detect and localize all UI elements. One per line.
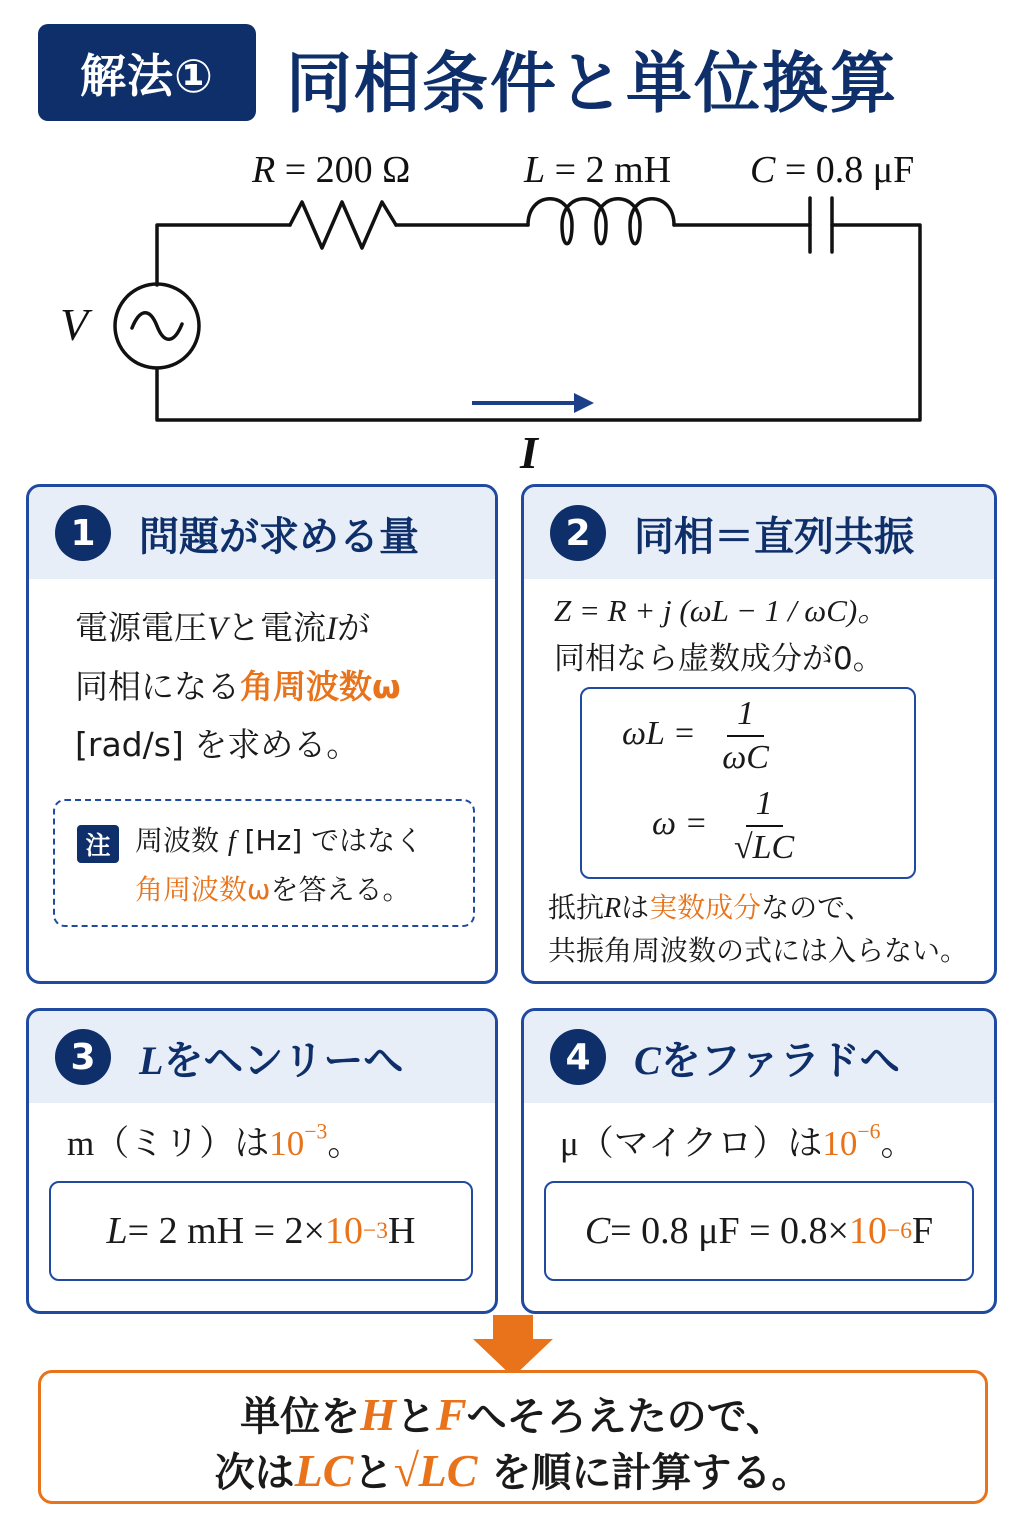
- card2-line2: 同相なら虚数成分が0。: [554, 641, 884, 677]
- conclusion-box: [38, 1370, 988, 1504]
- henry-formula-box: L = 2 mH = 2× 10 −3 H: [49, 1181, 473, 1281]
- card4-prefix-line: μ（マイクロ）は$10^{-6}$。: [560, 1119, 916, 1163]
- inductor-label: L = 2 mH: [524, 149, 672, 191]
- step-number-3: 3: [55, 1029, 111, 1085]
- card-title: Cをファラドへ: [634, 1037, 900, 1084]
- card-farad-conversion: [521, 1008, 997, 1314]
- wire-left-top: [157, 225, 290, 285]
- card-required-quantity: [26, 484, 498, 984]
- card2-body: [554, 587, 888, 683]
- resonance-formula-box: [580, 687, 916, 879]
- card3-prefix-line: m（ミリ）は$10^{-3}$。: [67, 1119, 363, 1163]
- inductor-value: = 2 mH: [545, 149, 672, 191]
- conclusion-line1: 単位をHとFへそろえたので、: [240, 1389, 786, 1440]
- card-header: [524, 487, 994, 579]
- step-number-1: 1: [55, 505, 111, 561]
- card-in-phase-resonance: [521, 484, 997, 984]
- formula-omega-l: ωL = $\frac{1}{\omega C}$: [622, 695, 769, 776]
- circuit-diagram: [0, 130, 1024, 480]
- formula-omega: ω = $\frac{1}{√LC}$: [652, 785, 795, 866]
- card-header: [29, 1011, 495, 1103]
- capacitor-label: C = 0.8 μF: [750, 149, 915, 191]
- inductor-symbol: [528, 199, 674, 244]
- resistor-value: = 200 Ω: [275, 149, 411, 191]
- impedance-equation: Z = R + j (ωL − 1 / ωC)。: [554, 593, 889, 628]
- note-text: 周波数 f [Hz] ではなく 角周波数ωを答える。: [135, 824, 424, 906]
- card1-line3: [rad/s] を求める。: [75, 725, 360, 764]
- note-box: [53, 799, 475, 927]
- resistor-label: R = 200 Ω: [252, 149, 411, 191]
- card1-line2: 同相になる角周波数ω: [75, 667, 401, 706]
- capacitor-value: = 0.8 μF: [775, 149, 915, 191]
- step-number-2: 2: [550, 505, 606, 561]
- card2-footnote: 抵抗Rは実数成分なので、 共振角周波数の式には入らない。: [548, 891, 969, 967]
- card-title: 問題が求める量: [139, 513, 419, 560]
- conclusion-line2: 次はLCと√LC を順に計算する。: [214, 1445, 812, 1496]
- card-header: [29, 487, 495, 579]
- current-label: I: [520, 427, 538, 478]
- card1-line1: 電源電圧Vと電流Iが: [75, 608, 371, 647]
- voltage-label: V: [60, 299, 89, 350]
- page-title: 同相条件と単位換算: [286, 45, 898, 122]
- farad-formula-box: C = 0.8 μF = 0.8× 10 −6 F: [544, 1181, 974, 1281]
- ac-source-wave: [132, 313, 182, 340]
- wire-right: [157, 225, 920, 420]
- note-tag: 注: [77, 825, 119, 863]
- current-arrow: [472, 393, 594, 413]
- method-badge: 解法①: [38, 24, 256, 121]
- resistor-symbol: [290, 202, 396, 248]
- card1-body: [75, 599, 401, 774]
- card-header: [524, 1011, 994, 1103]
- card-title: 同相＝直列共振: [634, 513, 914, 560]
- down-arrow-icon: [473, 1315, 553, 1377]
- card-henry-conversion: [26, 1008, 498, 1314]
- card-title: Lをヘンリーへ: [139, 1037, 404, 1084]
- step-number-4: 4: [550, 1029, 606, 1085]
